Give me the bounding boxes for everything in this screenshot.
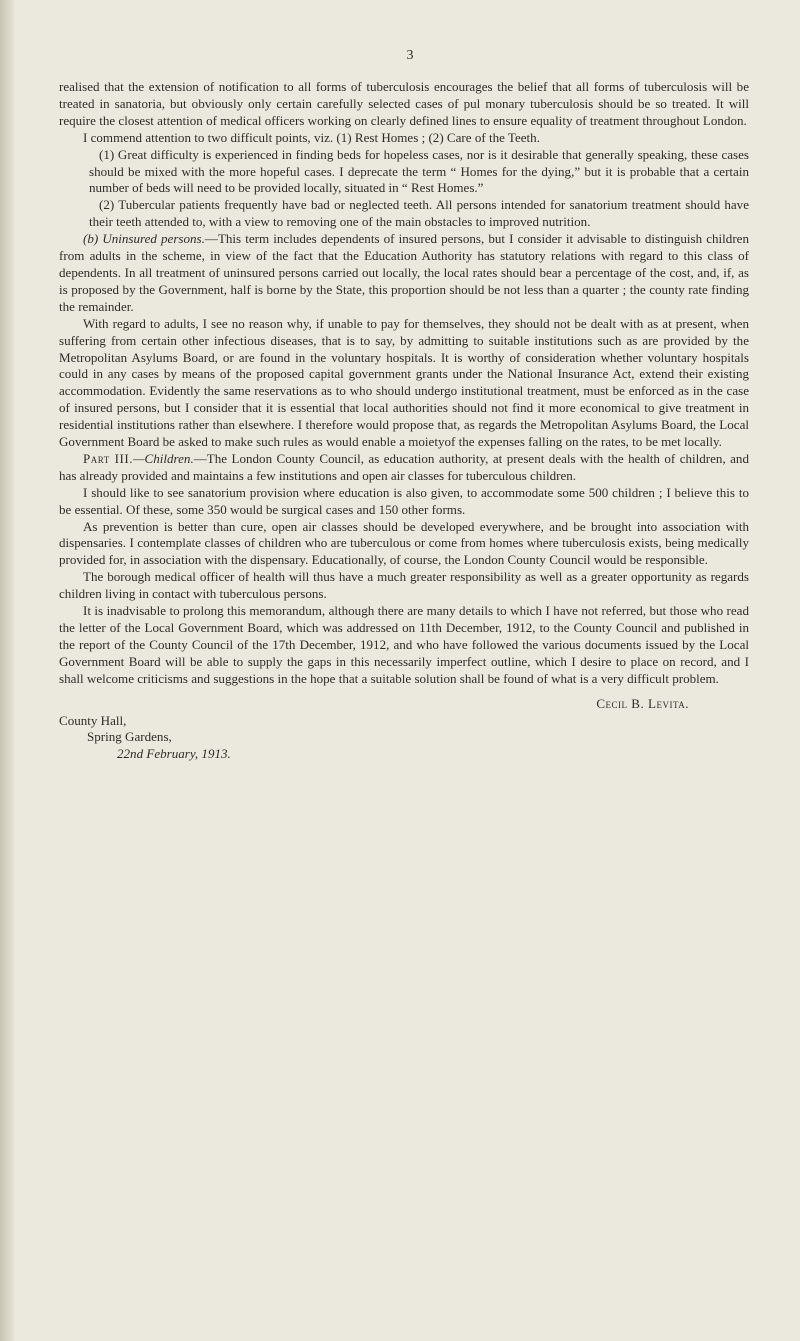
paragraph-adults: With regard to adults, I see no reason why, if unable to pay for themselves, they should not be dealt with as at present, when suffering from certain other infectious diseases, that is to say, by admitting to suitable institutions such as are provided by the Metropolitan Asylums Board, or are found in the voluntary hospitals. It is worthy of consideration whether voluntary hospitals could in any cases by means of the proposed capital government grants under the National Insurance Act, extend their existing accommodation. Evidently the same reservations as to who should undergo institutional treatment, must be enforced as in the case of insured persons, but I consider that it is essential that local authorities should not find it more economical to give treatment in residential institutions rather than elsewhere. I therefore would propose that, as regards the Metropolitan Asylums Board, the Local Government Board be asked to make such rules as would enable a moietyof the expenses falling on the rates, to be met locally. — [59, 315, 749, 450]
uninsured-heading: (b) Uninsured persons. — [83, 231, 205, 247]
paragraph-prevention: As prevention is better than cure, open air classes should be developed everywhere, and be brought into association with dispensaries. I contemplate classes of children who are tuberculous or come from homes where tuberculosis exists, being medically provided for, in association with the dispensary. Educationally, of course, the London County Council would be responsible. — [59, 518, 749, 568]
address-line-1: County Hall, — [59, 712, 127, 728]
paragraph-rest-homes: (1) Great difficulty is experienced in finding beds for hopeless cases, nor is it desirable that generally speaking, these cases should be mixed with the more hopeful cases. I deprecate the term “ Homes for the dying,” but it is probable that a certain number of beds will need to be provided locally, situated in “ Rest Homes.” — [89, 146, 749, 196]
address-line-2: Spring Gardens, — [87, 729, 172, 745]
document-date: 22nd February, 1913. — [117, 746, 231, 762]
children-text: —The London County Council, as education authority, at present deals with the health of children, and has already provided and maintains a few institutions and open air classes for tuberculous children. — [59, 450, 749, 483]
paragraph-1: realised that the extension of notification to all forms of tuberculosis encourages the belief that all forms of tuberculosis will be treated in sanatoria, but obviously only certain carefully selected cases of pul monary tuberculosis should be so treated. It will require the closest attention of medical officers working on clearly defined lines to ensure equality of treatment throughout London. — [59, 79, 749, 128]
paragraph-teeth: (2) Tubercular patients frequently have bad or neglected teeth. All persons intended for sanatorium treatment should have their teeth attended to, with a view to removing one of the main obstacles to improved nutrition. — [89, 197, 749, 230]
children-heading: —Children. — [132, 450, 194, 466]
signature: Cecil B. Levita. — [596, 695, 689, 711]
page-binding-shadow — [0, 0, 14, 1341]
uninsured-text: —This term includes dependents of insured persons, but I consider it advisable to distinguish children from adults in the scheme, in view of the fact that the Education Authority has statutory relations with regard to this class of dependents. In all treatment of uninsured persons carried out locally, the local rates should bear a percentage of the cost, and, if, as is proposed by the Government, half is borne by the State, this proportion should be not less than a quarter ; the county rate finding the remainder. — [59, 231, 749, 314]
paragraph-sanatorium: I should like to see sanatorium provision where education is also given, to accommodate some 500 children ; I believe this to be essential. Of these, some 350 would be surgical cases and 150 other forms. — [59, 484, 749, 517]
paragraph-borough: The borough medical officer of health will thus have a much greater responsibility as well as a greater opportunity as regards children living in contact with tuberculous persons. — [59, 569, 749, 602]
paragraph-conclusion: It is inadvisable to prolong this memorandum, although there are many details to which I have not referred, but those who read the letter of the Local Government Board, which was addressed on 11th December, 1912, to the County Council and published in the report of the County Council of the 17th December, 1912, and who have followed the various documents issued by the Local Government Board will be able to supply the gaps in this necessarily imperfect outline, which I desire to place on record, and I shall welcome criticisms and suggestions in the hope that a suitable solution shall be found of what is a very difficult problem. — [59, 603, 749, 686]
paragraph-uninsured — [59, 231, 749, 316]
part-heading: Part III. — [83, 450, 133, 466]
paragraph-children — [59, 451, 749, 485]
document-body — [59, 79, 749, 763]
paragraph-2: I commend attention to two difficult points, viz. (1) Rest Homes ; (2) Care of the Teeth. — [83, 129, 540, 145]
page-number: 3 — [406, 48, 414, 63]
